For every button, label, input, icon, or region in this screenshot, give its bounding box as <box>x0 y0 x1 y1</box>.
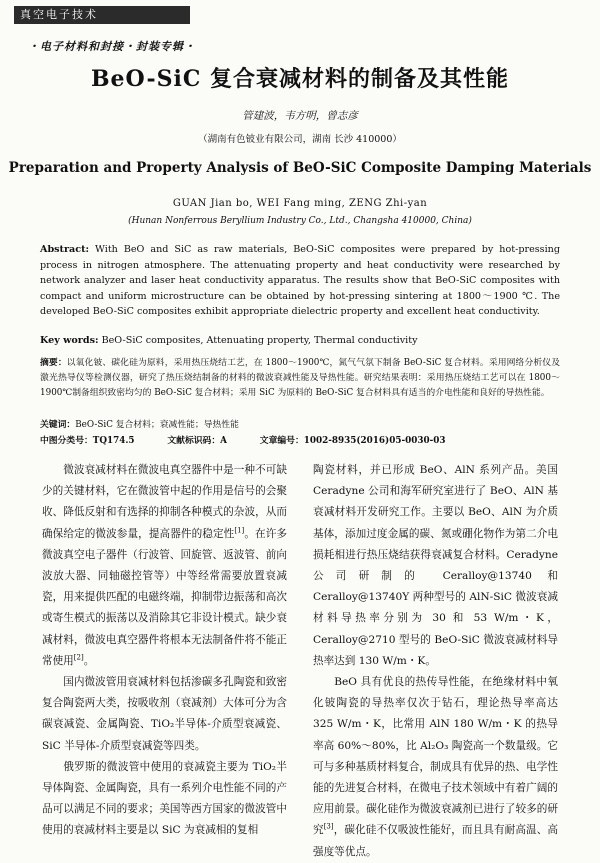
body-paragraph: 微波衰减材料在微波电真空器件中是一种不可缺少的关键材料，它在微波管中起的作用是信号的会聚收、降低反射和有选择的抑制各种模式的杂波，从而确保给定的微波参量，提高器件的稳定性[1]。在许多微波真空电子器件（行波管、回旋管、返波管、前向波放大器、同轴磁控管等）中等经常需要放置衰减瓷，用来提供匹配的电磁终端，抑制带边振荡和高次或寄生模式的振荡以及消除其它非设计模式。缺少衰减材料，微波电真空器件将根本无法制备件将不能正常使用[2]。 <box>42 464 288 667</box>
abstract-chinese <box>40 356 560 400</box>
body-paragraph: 陶瓷材料，并已形成 BeO、AlN 系列产品。美国 Ceradyne 公司和海军研究室进行了 BeO、AlN 基衰减材料开发研究工作。主要以 BeO、AlN 为介质基体，添加过度金属的碳、氮或硼化物作为第二介电损耗相进行热压烧结获得衰减复合材料。Ceradyne 公司研制的 Ceralloy@13740 和 Ceralloy@13740Y 两种型号的 AlN-SiC 微波衰减材料导热率分别为 30 和 53 W/m・K，Ceralloy@2710 型号的 BeO-SiC 微波衰减材料导热率达到 130 W/m・K。 <box>313 464 558 667</box>
keywords-chinese <box>40 418 560 432</box>
body-paragraph: 国内微波管用衰减材料包括渗碳多孔陶瓷和致密复合陶瓷两大类，按吸收剂（衰减剂）大体可分为含碳衰减瓷、金属陶瓷、TiO₂半导体-介质型衰减瓷、SiC 半导体-介质型衰减瓷等四类。 <box>42 676 287 752</box>
keywords-chinese-text: BeO-SiC 复合材料；衰减性能；导热性能 <box>75 420 239 430</box>
section-heading: ・电子材料和封接・封装专辑・ <box>28 40 196 53</box>
journal-name-bar: 真空电子技术 <box>14 6 190 24</box>
keywords-english-text: BeO-SiC composites, Attenuating property, Thermal conductivity <box>98 335 418 346</box>
body-column-right <box>313 460 558 863</box>
body-paragraph: BeO 具有优良的热传导性能，在绝缘材料中氧化铍陶瓷的导热率仅次于钻石，理论热导率高达 325 W/m・K，比常用 AlN 180 W/m・K 的热导率高 60%～80%，比 Al₂O₃ 陶瓷高一个数量级。它可与多种基质材料复合，制成具有优异的热、电学性能的先进复合材料，在微电子技术领域中有着广阔的应用前景。碳化硅作为微波衰减剂已进行了较多的研究[3]，碳化硅不仅吸波性能好，而且具有耐高温、高强度等优点。 <box>313 676 559 858</box>
keywords-english <box>40 333 560 348</box>
abstract-english-label: Abstract: <box>40 244 90 255</box>
citation-ref: [2] <box>73 653 84 662</box>
keywords-chinese-label: 关键词： <box>40 420 76 430</box>
document-code: 文献标识码：A <box>167 436 227 446</box>
abstract-chinese-text: 以氧化铍、碳化硅为原料，采用热压烧结工艺，在 1800～1900℃，氮气气氛下制备 BeO-SiC 复合材料。采用网络分析仪及激光热导仪等检测仪器，研究了热压烧结制备的材料的微波衰减性能及导热性能。研究结果表明：采用热压烧结工艺可以在 1800～1900℃制备组织致密均匀的 BeO-SiC 复合材料；采用 SiC 为原料的 BeO-SiC 复合材料具有适当的介电性能和良好的导热性能。 <box>40 358 560 398</box>
abstract-english <box>40 242 560 320</box>
abstract-chinese-label: 摘要： <box>40 358 67 368</box>
citation-ref: [3] <box>323 822 334 831</box>
body-paragraph: 俄罗斯的微波管中使用的衰减瓷主要为 TiO₂半导体陶瓷、金属陶瓷，具有一系列介电性能不同的产品可以满足不同的要求；美国等西方国家的微波管中使用的衰减材料主要是以 SiC 为衰减相的复相 <box>42 760 287 837</box>
affiliation-chinese: （湖南有色铍业有限公司，湖南 长沙 410000） <box>198 134 402 145</box>
citation-ref: [1] <box>234 526 245 535</box>
abstract-english-text: With BeO and SiC as raw materials, BeO-SiC composites were prepared by hot-pressing process in nitrogen atmosphere. The attenuating property and heat conductivity were researched by network analyzer and laser heat conductivity apparatus. The results show that BeO-SiC composites with compact and uniform microstructure can be obtained by hot-pressing sintering at 1800～1900 ℃. The developed BeO-SiC composites exhibit appropriate dielectric property and excellent heat conductivity. <box>40 244 560 318</box>
article-number: 文章编号：1002-8935(2016)05-0030-03 <box>259 436 446 446</box>
body-column-left <box>42 460 287 842</box>
page-title-english: Preparation and Property Analysis of BeO-SiC Composite Damping Materials <box>8 160 592 176</box>
classification-line <box>40 434 560 448</box>
affiliation-english: (Hunan Nonferrous Beryllium Industry Co., Ltd., Changsha 410000, China) <box>128 216 472 226</box>
authors-chinese: 管建波，韦方明，曾志彦 <box>242 110 358 122</box>
page-title-chinese: BeO-SiC 复合衰减材料的制备及其性能 <box>90 66 510 92</box>
clc-number: 中图分类号：TQ174.5 <box>40 436 135 446</box>
keywords-english-label: Key words: <box>40 335 99 346</box>
authors-english: GUAN Jian bo, WEI Fang ming, ZENG Zhi-yan <box>172 198 428 209</box>
